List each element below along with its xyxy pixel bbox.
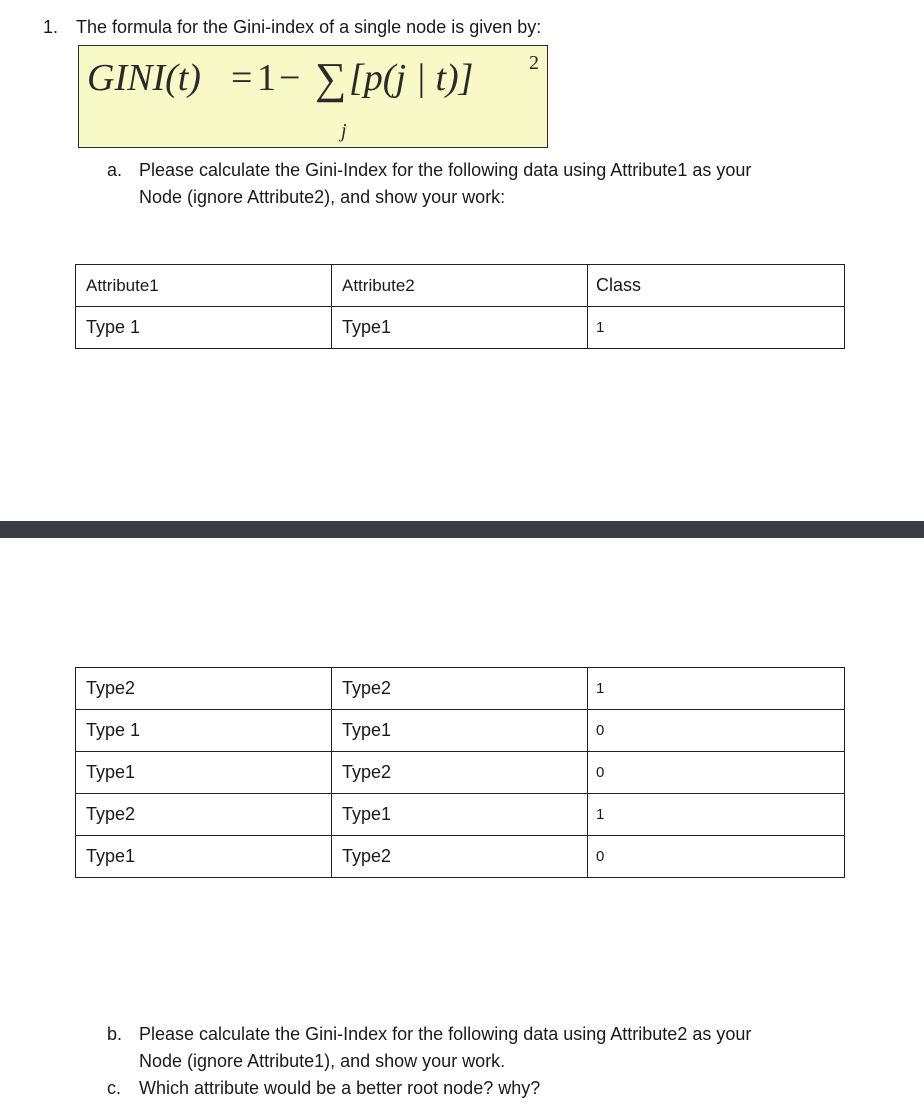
cell-class: 1 — [588, 794, 845, 836]
table-row — [76, 668, 845, 710]
cell-class: 1 — [588, 307, 845, 349]
cell-attribute1: Type2 — [76, 794, 332, 836]
header-class: Class — [588, 265, 845, 307]
part-b-line2: Node (ignore Attribute1), and show your work. — [139, 1051, 506, 1071]
formula-one: 1 — [257, 57, 276, 99]
part-c — [0, 1075, 924, 1103]
part-b-line1: Please calculate the Gini-Index for the following data using Attribute2 as your — [139, 1024, 752, 1044]
header-attribute1: Attribute1 — [76, 265, 332, 307]
cell-attribute2: Type2 — [332, 668, 588, 710]
table-row — [76, 836, 845, 878]
question-number: 1. — [43, 17, 59, 37]
formula-equals: = — [231, 57, 253, 99]
formula-minus: − — [279, 57, 301, 99]
table-row — [76, 794, 845, 836]
formula-power: 2 — [529, 52, 539, 74]
part-b-letter: b. — [107, 1024, 123, 1044]
data-table-top — [75, 264, 845, 349]
cell-attribute2: Type2 — [332, 752, 588, 794]
cell-attribute2: Type1 — [332, 307, 588, 349]
formula-subscript: j — [341, 120, 347, 142]
cell-class: 0 — [588, 752, 845, 794]
cell-attribute1: Type1 — [76, 752, 332, 794]
header-attribute2: Attribute2 — [332, 265, 588, 307]
cell-class: 0 — [588, 836, 845, 878]
cell-attribute1: Type1 — [76, 836, 332, 878]
part-c-letter: c. — [107, 1078, 122, 1098]
part-a-letter: a. — [107, 160, 123, 180]
table-row — [76, 307, 845, 349]
cell-attribute1: Type 1 — [76, 710, 332, 752]
gini-formula — [79, 46, 549, 149]
cell-attribute2: Type1 — [332, 710, 588, 752]
table-row — [76, 752, 845, 794]
formula-sigma-icon: ∑ — [315, 54, 347, 103]
part-c-line1: Which attribute would be a better root node? why? — [139, 1078, 541, 1098]
table-header-row — [76, 265, 845, 307]
cell-attribute1: Type 1 — [76, 307, 332, 349]
cell-attribute1: Type2 — [76, 668, 332, 710]
question-text: The formula for the Gini-index of a single node is given by: — [76, 17, 542, 37]
part-a-line2: Node (ignore Attribute2), and show your work: — [139, 187, 506, 207]
cell-class: 1 — [588, 668, 845, 710]
table-row — [76, 710, 845, 752]
gini-formula-box — [78, 45, 548, 148]
data-table-bottom — [75, 667, 845, 878]
cell-attribute2: Type2 — [332, 836, 588, 878]
part-b — [0, 1021, 924, 1077]
formula-body: [p(j | t)] — [349, 57, 474, 99]
cell-attribute2: Type1 — [332, 794, 588, 836]
cell-class: 0 — [588, 710, 845, 752]
page-divider — [0, 521, 924, 538]
part-a-line1: Please calculate the Gini-Index for the following data using Attribute1 as your — [139, 160, 752, 180]
part-a — [0, 157, 924, 213]
formula-lhs: GINI(t) — [87, 57, 201, 99]
